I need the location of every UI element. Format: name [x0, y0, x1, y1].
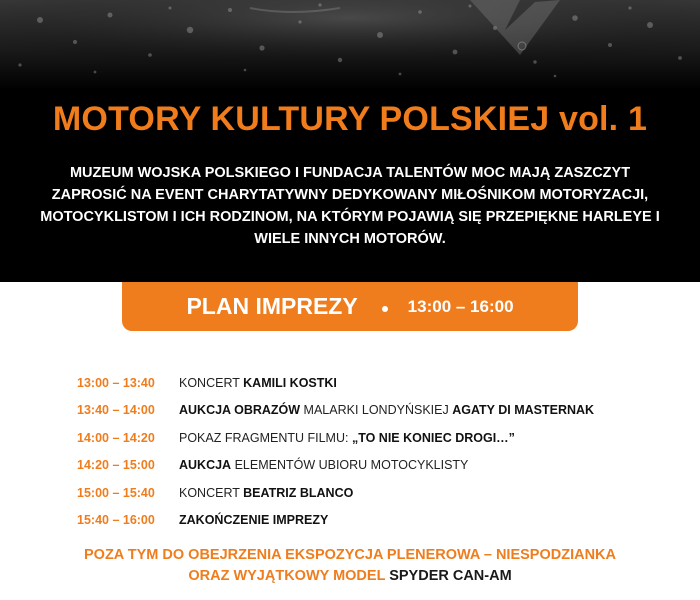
- schedule-time: 13:40 – 14:00: [77, 403, 155, 418]
- schedule-row: [77, 369, 637, 397]
- schedule-text: POKAZ FRAGMENTU FILMU:: [179, 430, 352, 445]
- schedule-time: 14:00 – 14:20: [77, 430, 155, 445]
- footer-line-1: POZA TYM DO OBEJRZENIA EKSPOZYCJA PLENEROWA – NIESPODZIANKA: [84, 547, 616, 563]
- schedule-description: [179, 431, 515, 445]
- schedule-row: [77, 507, 637, 535]
- schedule-highlight: AGATY DI MASTERNAK: [452, 403, 595, 418]
- schedule-highlight: ZAKOŃCZENIE IMPREZY: [179, 513, 329, 528]
- schedule-text: KONCERT: [179, 375, 244, 390]
- schedule-highlight: BEATRIZ BLANCO: [243, 485, 354, 500]
- schedule-description: [179, 376, 337, 390]
- schedule-highlight: KAMILI KOSTKI: [243, 375, 337, 390]
- schedule-time: 15:00 – 15:40: [77, 485, 155, 500]
- footer-highlight: SPYDER CAN-AM: [389, 568, 512, 584]
- hero-banner: [0, 0, 700, 282]
- schedule-time: 14:20 – 15:00: [77, 458, 155, 473]
- schedule-text: KONCERT: [179, 485, 244, 500]
- schedule-highlight: „TO NIE KONIEC DROGI…”: [351, 430, 515, 445]
- schedule-text: ELEMENTÓW UBIORU MOTOCYKLISTY: [231, 458, 469, 473]
- schedule-row: [77, 479, 637, 507]
- schedule-highlight: AUKCJA OBRAZÓW: [179, 403, 301, 418]
- schedule-list: [77, 369, 637, 534]
- schedule-time: 13:00 – 13:40: [77, 375, 155, 390]
- schedule-text: MALARKI LONDYŃSKIEJ: [300, 403, 453, 418]
- schedule-description: [179, 403, 594, 417]
- schedule-row: [77, 424, 637, 452]
- schedule-time: 15:40 – 16:00: [77, 513, 155, 528]
- schedule-highlight: AUKCJA: [179, 458, 232, 473]
- schedule-description: [179, 513, 328, 527]
- footer-line-2-prefix: ORAZ WYJĄTKOWY MODEL: [188, 568, 390, 584]
- hero-background-image: [0, 0, 700, 90]
- bullet-icon: [382, 306, 388, 312]
- schedule-description: [179, 486, 353, 500]
- event-description: MUZEUM WOJSKA POLSKIEGO I FUNDACJA TALENTÓW MOC MAJĄ ZASZCZYT ZAPROSIĆ NA EVENT CHARYTATYWNY DEDYKOWANY MIŁOŚNIKOM MOTORYZACJI, MOTOCYKLISTOM I ICH RODZINOM, NA KTÓRYM POJAWIĄ SIĘ PRZEPIĘKNE HARLEYE I WIELE INNYCH MOTORÓW.: [40, 165, 660, 247]
- plan-header-bar: [122, 282, 578, 331]
- plan-title: PLAN IMPREZY: [186, 293, 358, 319]
- page-title: MOTORY KULTURY POLSKIEJ vol. 1: [52, 100, 648, 138]
- plan-time-range: 13:00 – 16:00: [407, 296, 514, 316]
- schedule-row: [77, 452, 637, 480]
- footer-note: [0, 545, 700, 587]
- schedule-description: [179, 458, 468, 472]
- schedule-row: [77, 397, 637, 425]
